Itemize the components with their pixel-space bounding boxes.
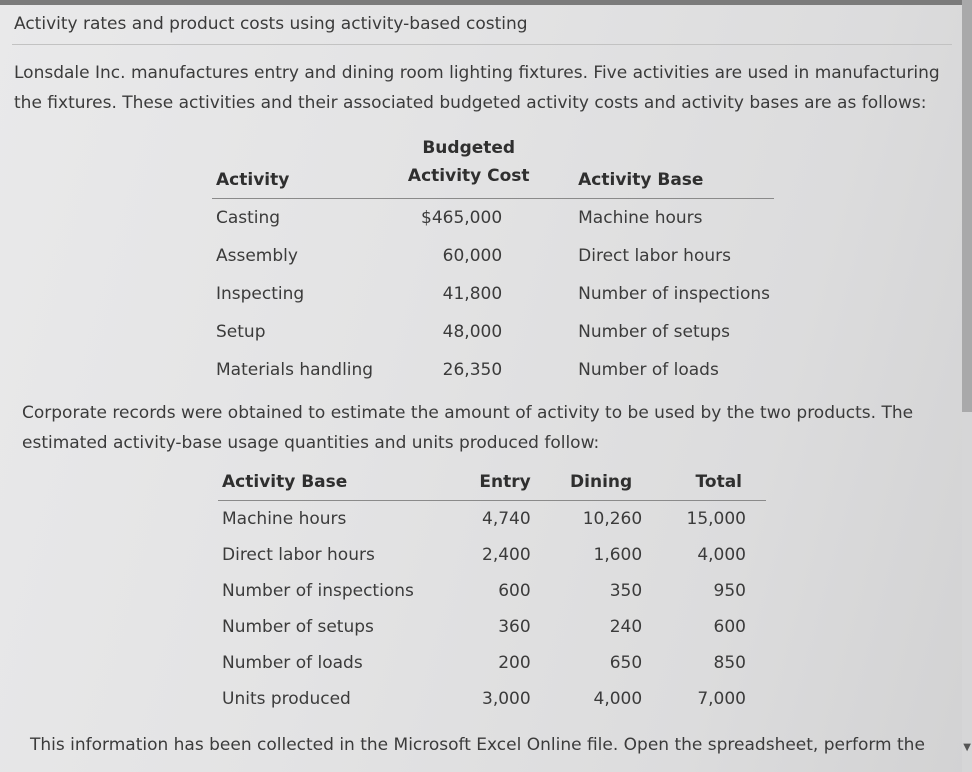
table-row <box>212 351 774 389</box>
header-activity: Activity <box>212 134 379 199</box>
header-activity-base: Activity Base <box>218 468 461 501</box>
activity-name: Assembly <box>216 246 298 266</box>
activity-cost-table <box>212 134 774 389</box>
table-row <box>218 609 766 645</box>
top-border <box>0 0 962 5</box>
scroll-down-arrow-icon[interactable]: ▼ <box>963 742 971 753</box>
usage-entry: 600 <box>498 581 531 601</box>
activity-name: Casting <box>216 208 281 228</box>
header-dining: Dining <box>535 468 646 501</box>
activity-base: Direct labor hours <box>578 246 731 266</box>
intro-paragraph: Lonsdale Inc. manufactures entry and dining room lighting fixtures. Five activities are used in manufacturing the fixtures. These activities and their associated budgeted activity costs and activity bases are as follows: <box>14 63 940 113</box>
table-row <box>218 501 766 538</box>
usage-total: 950 <box>713 581 746 601</box>
usage-total: 4,000 <box>697 545 746 565</box>
activity-cost: $465,000 <box>421 208 503 228</box>
header-activity-base: Activity Base <box>568 134 774 199</box>
activity-usage-table <box>218 468 766 717</box>
usage-base: Number of inspections <box>222 581 414 601</box>
heading-divider <box>12 44 952 45</box>
corporate-records-paragraph: Corporate records were obtained to estimate the amount of activity to be used by the two products. The estimated activity-base usage quantities and units produced follow: <box>22 403 914 453</box>
usage-dining: 350 <box>609 581 643 601</box>
usage-total: 15,000 <box>686 509 746 529</box>
usage-base: Direct labor hours <box>222 545 375 565</box>
header-entry: Entry <box>461 468 534 501</box>
header-budgeted-activity-cost <box>379 134 568 199</box>
activity-cost: 60,000 <box>442 246 503 266</box>
usage-base: Number of loads <box>222 653 363 673</box>
usage-dining: 240 <box>609 617 643 637</box>
usage-dining: 650 <box>609 653 643 673</box>
vertical-scrollbar[interactable] <box>962 0 972 772</box>
activity-cost: 41,800 <box>442 284 503 304</box>
activity-name: Inspecting <box>216 284 305 304</box>
scrollbar-thumb[interactable] <box>962 0 972 412</box>
usage-entry: 3,000 <box>482 689 531 709</box>
usage-entry: 2,400 <box>482 545 531 565</box>
usage-base: Machine hours <box>222 509 347 529</box>
usage-entry: 360 <box>498 617 531 637</box>
activity-base: Number of loads <box>578 360 719 380</box>
usage-entry: 4,740 <box>482 509 531 529</box>
footer-paragraph: This information has been collected in the Microsoft Excel Online file. Open the spreadsheet, perform the <box>30 735 925 755</box>
table-row <box>212 237 774 275</box>
usage-base: Number of setups <box>222 617 374 637</box>
usage-dining: 10,260 <box>582 509 643 529</box>
usage-total: 850 <box>713 653 746 673</box>
usage-dining: 1,600 <box>593 545 643 565</box>
activity-base: Machine hours <box>578 208 703 228</box>
usage-base: Units produced <box>222 689 351 709</box>
activity-name: Materials handling <box>216 360 374 380</box>
header-total: Total <box>646 468 766 501</box>
activity-base: Number of setups <box>578 322 731 342</box>
usage-total: 7,000 <box>697 689 746 709</box>
table-row <box>218 573 766 609</box>
activity-base: Number of inspections <box>578 284 770 304</box>
activity-table-header-row <box>212 134 774 199</box>
usage-total: 600 <box>713 617 746 637</box>
header-cost-line1: Budgeted <box>422 138 516 158</box>
table-row <box>218 645 766 681</box>
activity-name: Setup <box>216 322 266 342</box>
activity-cost: 48,000 <box>442 322 503 342</box>
usage-table-header-row <box>218 468 766 501</box>
activity-cost: 26,350 <box>442 360 503 380</box>
problem-heading: Activity rates and product costs using activity-based costing <box>14 14 528 34</box>
header-cost-line2: Activity Cost <box>407 166 530 186</box>
usage-dining: 4,000 <box>593 689 643 709</box>
table-row <box>212 199 774 238</box>
usage-entry: 200 <box>498 653 531 673</box>
table-row <box>218 537 766 573</box>
table-row <box>212 313 774 351</box>
table-row <box>218 681 766 717</box>
table-row <box>212 275 774 313</box>
